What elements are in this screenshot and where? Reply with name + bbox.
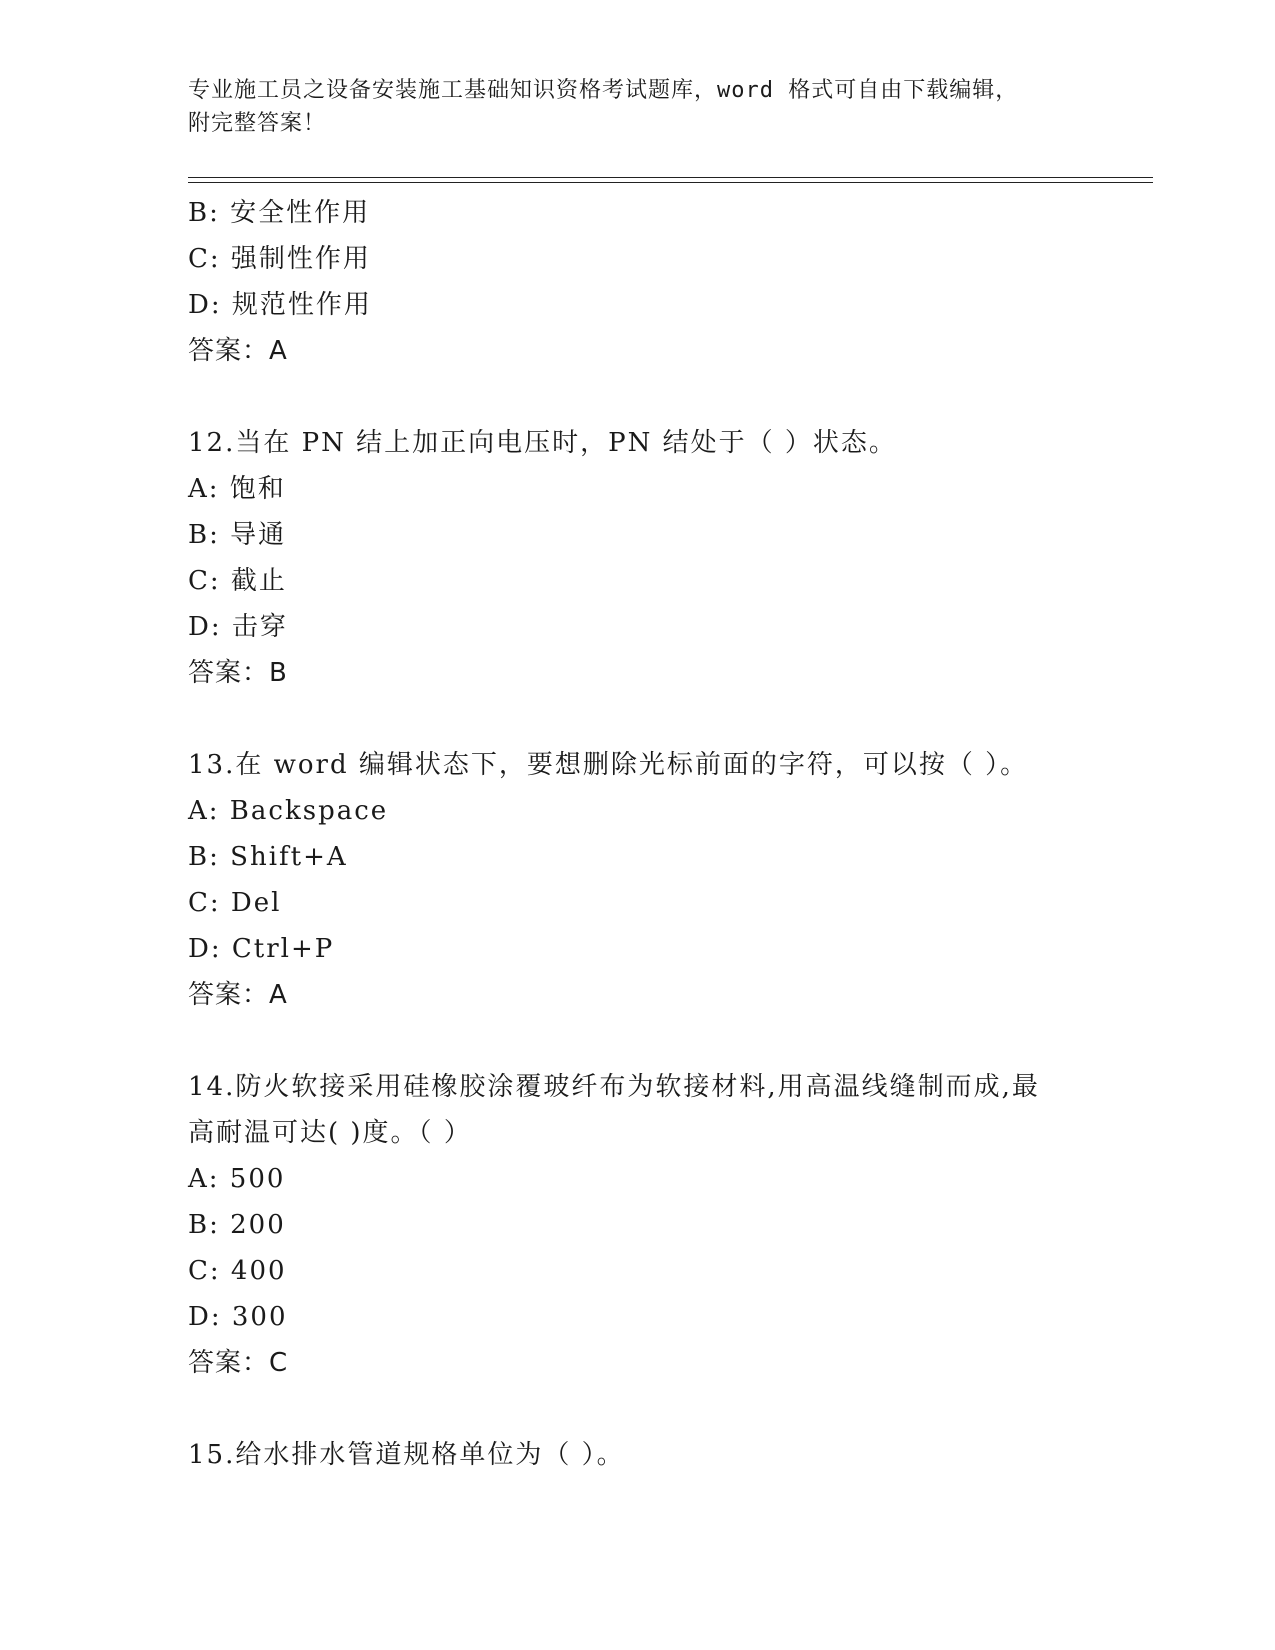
option-d: D: 规范性作用 [188,290,372,320]
question-15 [188,1432,1088,1478]
option-c: C: 截止 [188,566,287,596]
question-11 [188,190,1088,374]
option-a: A: 饱和 [188,474,286,504]
answer-label: 答案：B [188,658,288,688]
question-13 [188,742,1088,1018]
answer-label: 答案：A [188,336,288,366]
option-b: B: Shift+A [188,842,348,872]
question-stem: 15.给水排水管道规格单位为（ ）。 [188,1440,625,1470]
option-b: B: 导通 [188,520,287,550]
header-line-2: 附完整答案！ [188,111,327,136]
header-line-1: 专业施工员之设备安装施工基础知识资格考试题库，word 格式可自由下载编辑， [188,78,1019,103]
answer-label: 答案：C [188,1348,289,1378]
option-d: D: 300 [188,1302,288,1332]
option-c: C: Del [188,888,282,918]
question-stem: 12.当在 PN 结上加正向电压时，PN 结处于（ ）状态。 [188,428,897,458]
header-divider-top [188,177,1153,178]
question-12 [188,420,1088,696]
header-divider-bottom [188,182,1153,183]
option-b: B: 安全性作用 [188,198,371,228]
option-c: C: 强制性作用 [188,244,371,274]
question-stem: 13.在 word 编辑状态下，要想删除光标前面的字符，可以按（ ）。 [188,750,1029,780]
answer-label: 答案：A [188,980,288,1010]
option-d: D: 击穿 [188,612,288,642]
question-stem-line-1: 14.防火软接采用硅橡胶涂覆玻纤布为软接材料,用高温线缝制而成,最 [188,1072,1040,1102]
option-a: A: Backspace [188,796,389,826]
document-header [188,74,1068,140]
option-d: D: Ctrl+P [188,934,335,964]
question-stem-line-2: 高耐温可达( )度。（ ） [188,1118,472,1148]
option-c: C: 400 [188,1256,287,1286]
question-14 [188,1064,1088,1386]
option-b: B: 200 [188,1210,286,1240]
question-content [188,190,1088,1478]
option-a: A: 500 [188,1164,286,1194]
